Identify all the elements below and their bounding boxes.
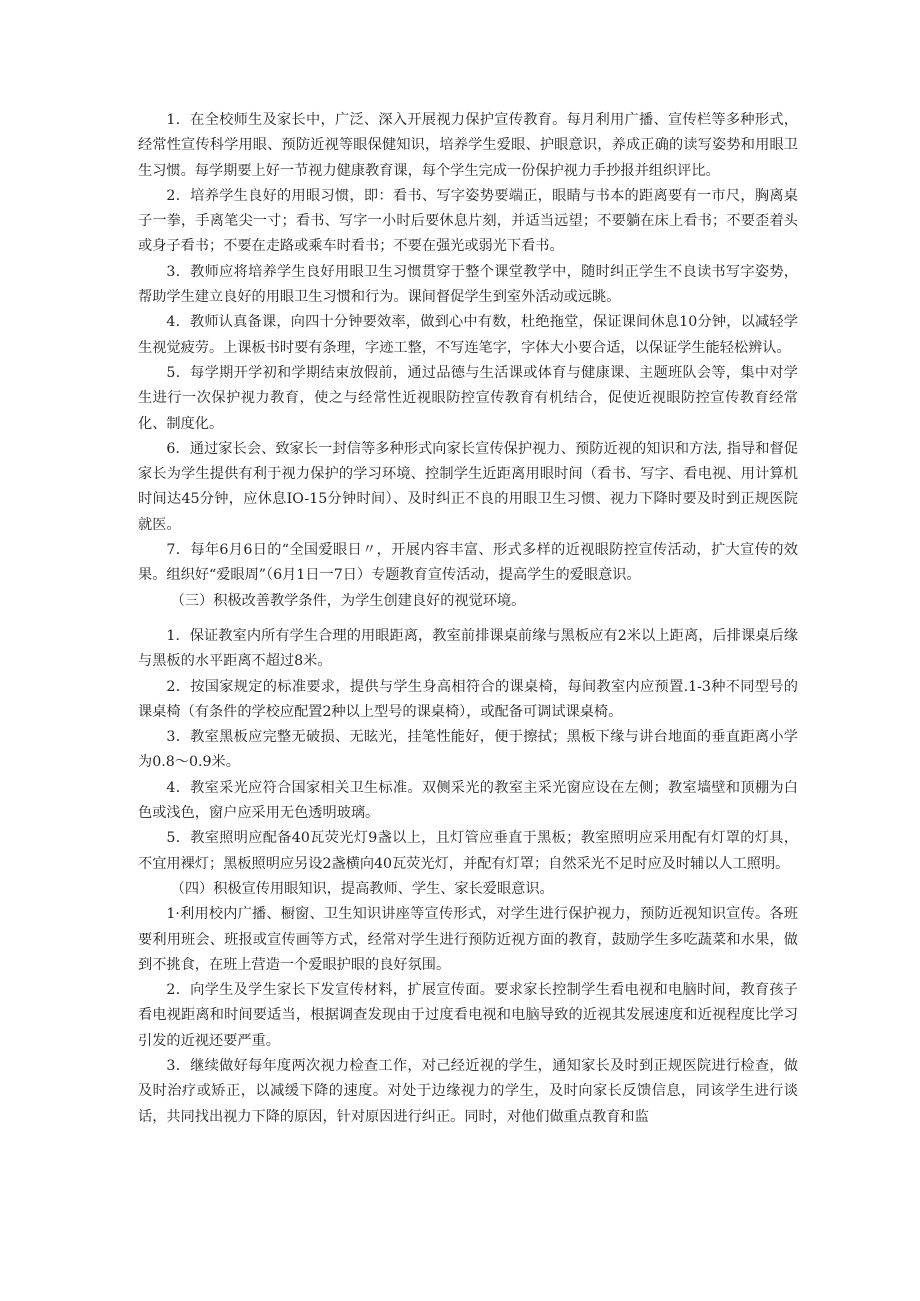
paragraph-b3: 3．教室黑板应完整无破损、无眩光，挂笔性能好，便于擦拭；黑板下缘与讲台地面的垂直距离小学为0.8～0.9米。 [138, 729, 798, 771]
paragraph-b2: 2．按国家规定的标准要求，提供与学生身高相符合的课桌椅，每间教室内应预置.1-3种不同型号的课桌椅（有条件的学校应配置2种以上型号的课桌椅），或配备可调试课桌椅。 [138, 678, 798, 720]
paragraph-a1: 1．在全校师生及家长中，广泛、深入开展视力保护宣传教育。每月利用广播、宣传栏等多种形式，经常性宣传科学用眼、预防近视等眼保健知识，培养学生爱眼、护眼意识，养成正确的读写姿势和用眼卫生习惯。每学期要上好一节视力健康教育课，每个学生完成一份保护视力手抄报并组织评比。 [138, 112, 798, 179]
paragraph-a4: 4．教师认真备课，向四十分钟要效率，做到心中有数，杜绝拖堂，保证课间休息10分钟，以减轻学生视觉疲劳。上课板书时要有条理，字迹工整，不写连笔字，字体大小要合适，以保证学生能轻松辨认。 [138, 314, 798, 356]
paragraph-c2: 2．向学生及学生家长下发宣传材料，扩展宣传面。要求家长控制学生看电视和电脑时间，教育孩子看电视距离和时间要适当，根据调查发现由于过度看电视和电脑导致的近视其发展速度和近视程度比学习引发的近视还要严重。 [138, 982, 798, 1049]
paragraph-a6: 6．通过家长会、致家长一封信等多种形式向家长宣传保护视力、预防近视的知识和方法, 指导和督促家长为学生提供有利于视力保护的学习环境、控制学生近距离用眼时间（看书、写字、看电视、用计算机时间达45分钟，应休息IO-15分钟时间）、及时纠正不良的用眼卫生习惯、视力下降时要及时到正规医院就医。 [138, 440, 798, 533]
paragraph-a7: 7．每年6月6日的“全国爱眼日〃，开展内容丰富、形式多样的近视眼防控宣传活动，扩大宣传的效果。组织好“爱眼周”（6月1日一7日）专题教育宣传活动，提高学生的爱眼意识。 [138, 542, 798, 584]
paragraph-b1: 1．保证教室内所有学生合理的用眼距离，教室前排课桌前缘与黑板应有2米以上距离，后排课桌后缘与黑板的水平距离不超过8米。 [138, 627, 798, 670]
paragraph-b4: 4．教室采光应符合国家相关卫生标准。双侧采光的教室主采光窗应设在左侧；教室墙壁和顶棚为白色或浅色，窗户应采用无色透明玻璃。 [138, 779, 798, 822]
section-heading-3: （三）积极改善教学条件，为学生创建良好的视觉环境。 [170, 592, 526, 609]
paragraph-c3: 3．继续做好每年度两次视力检查工作，对己经近视的学生，通知家长及时到正规医院进行检查，做及时治疗或矫正，以减缓下降的速度。对处于边缘视力的学生，及时向家长反馈信息，同该学生进行谈话，共同找出视力下降的原因，针对原因进行纠正。同时，对他们做重点教育和监 [138, 1057, 798, 1125]
paragraph-a2: 2．培养学生良好的用眼习惯，即：看书、写字姿势要端正，眼睛与书本的距离要有一市尺，胸离桌子一拳，手离笔尖一寸；看书、写字一小时后要休息片刻，并适当远望；不要躺在床上看书；不要歪着头或身子看书；不要在走路或乘车时看书；不要在强光或弱光下看书。 [138, 187, 798, 255]
paragraph-b5: 5．教室照明应配备40瓦荧光灯9盏以上，且灯管应垂直于黑板；教室照明应采用配有灯罩的灯具，不宜用裸灯；黑板照明应另设2盏横向40瓦荧光灯，并配有灯罩；自然采光不足时应及时辅以人工照明。 [138, 830, 798, 872]
document-body [138, 108, 798, 1130]
paragraph-a3: 3．教师应将培养学生良好用眼卫生习惯贯穿于整个课堂教学中，随时纠正学生不良读书写字姿势，帮助学生建立良好的用眼卫生习惯和行为。课间督促学生到室外活动或远眺。 [138, 263, 798, 306]
paragraph-c1: 1·利用校内广播、橱窗、卫生知识讲座等宣传形式，对学生进行保护视力，预防近视知识宣传。各班要利用班会、班报或宣传画等方式，经常对学生进行预防近视方面的教育，鼓励学生多吃蔬菜和水果，做到不挑食，在班上营造一个爱眼护眼的良好氛围。 [138, 906, 798, 973]
section-heading-4: （四）积极宣传用眼知识，提高教师、学生、家长爱眼意识。 [170, 880, 554, 897]
paragraph-a5: 5．每学期开学初和学期结束放假前，通过品德与生活课或体育与健康课、主题班队会等，集中对学生进行一次保护视力教育，使之与经常性近视眼防控宣传教育有机结合，促使近视眼防控宣传教育经常化、制度化。 [138, 364, 798, 432]
